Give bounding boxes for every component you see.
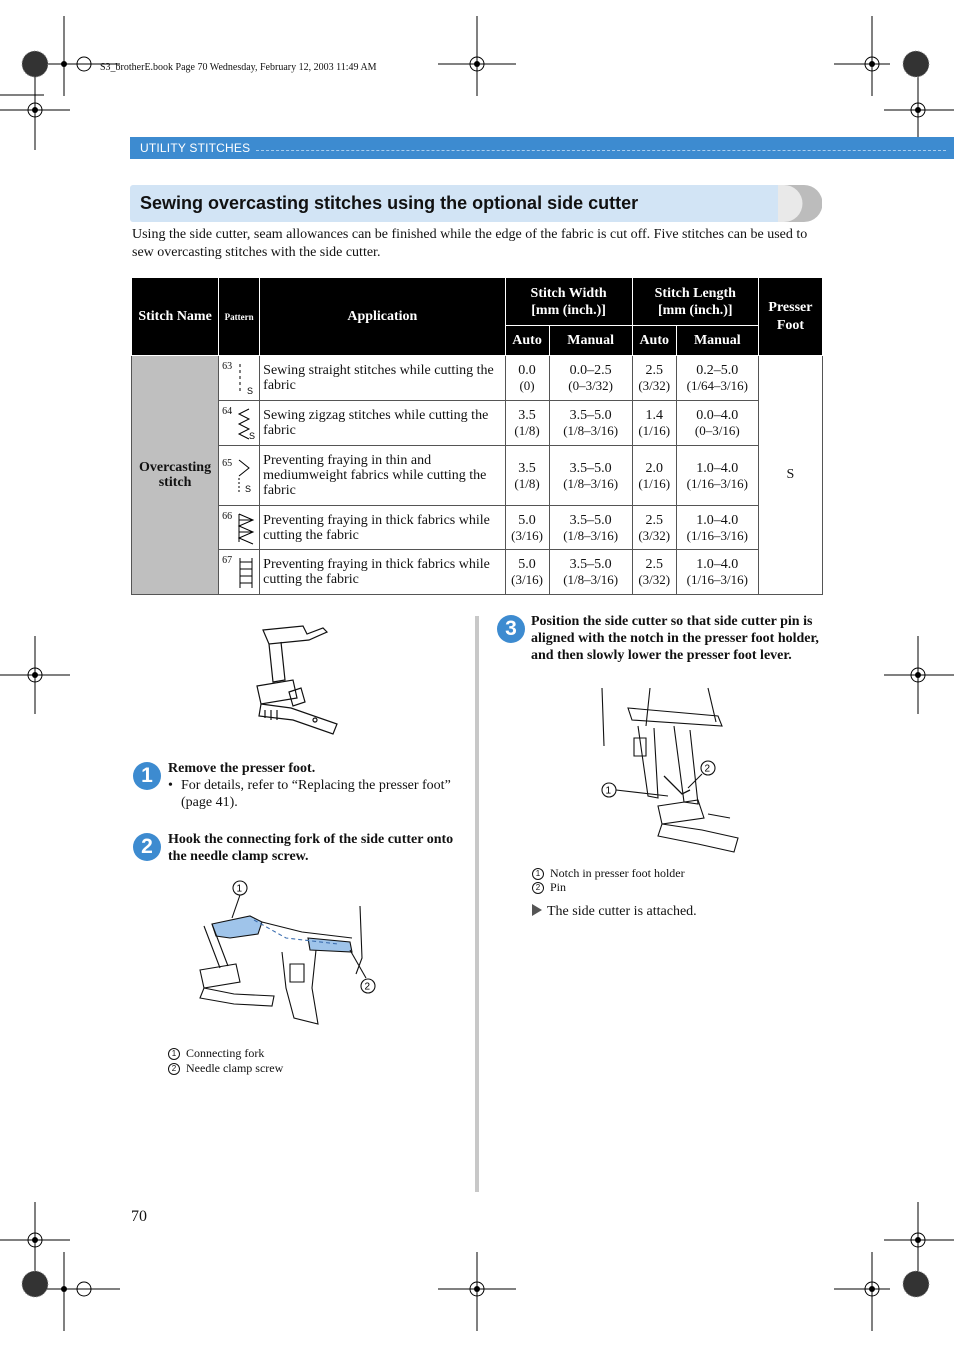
- step-1-text: Remove the presser foot.: [168, 761, 316, 776]
- value: 1.0–4.0: [696, 557, 739, 572]
- ladder-stitch-icon: [237, 556, 257, 590]
- page-number: 70: [131, 1208, 147, 1225]
- value: 1.4: [645, 408, 663, 423]
- value-inch: (3/32): [638, 572, 671, 587]
- value: 0.2–5.0: [696, 363, 739, 378]
- callout-label: Pin: [550, 880, 567, 894]
- step-3-badge: 3: [497, 615, 525, 643]
- application-cell: Sewing zigzag stitches while cutting the fabric: [260, 401, 505, 446]
- value-inch: (1/8): [514, 475, 540, 491]
- step-3-text: Position the side cutter so that side cutter pin is aligned with the notch in the presser foot holder, and then slowly lower the presser foot lever.: [531, 614, 819, 663]
- pattern-cell: [219, 401, 260, 446]
- header-presser-foot: Presser Foot: [758, 278, 822, 356]
- value-inch: (1/64–3/16): [686, 378, 748, 393]
- application-cell: Preventing fraying in thick fabrics while cutting the fabric: [260, 550, 505, 595]
- pattern-cell: [219, 446, 260, 506]
- pattern-cell: [219, 506, 260, 550]
- pattern-number: 66: [222, 511, 233, 522]
- value: 3.5: [518, 460, 536, 476]
- value-inch: (1/16–3/16): [686, 527, 748, 543]
- column-divider: [475, 616, 479, 1192]
- value: 2.0: [645, 460, 663, 476]
- header-stitch-width: Stitch Width [mm (inch.)]: [505, 278, 632, 326]
- svg-text:S: S: [245, 484, 252, 494]
- step-1-badge: 1: [133, 762, 161, 790]
- value-inch: (3/16): [511, 527, 543, 543]
- value: 0.0–2.5: [569, 363, 612, 378]
- straight-stitch-icon: [237, 362, 257, 396]
- file-info: S3_brotherE.book Page 70 Wednesday, February 12, 2003 11:49 AM: [100, 62, 377, 73]
- value: 1.0–4.0: [696, 512, 739, 528]
- step-2-callout-1: [168, 1046, 264, 1061]
- header-length-manual: Manual: [676, 326, 758, 356]
- value-inch: (0–3/32): [568, 378, 614, 393]
- table-row: [132, 401, 823, 446]
- header-stitch-length: Stitch Length [mm (inch.)]: [632, 278, 758, 326]
- table-row: [132, 446, 823, 506]
- stitch-name-cell: Overcasting stitch: [132, 356, 219, 595]
- value: 3.5–5.0: [569, 557, 612, 572]
- header-pattern: Pattern: [219, 278, 260, 356]
- value-inch: (3/32): [638, 527, 671, 543]
- callout-label: Notch in presser foot holder: [550, 866, 685, 880]
- header-width-manual: Manual: [549, 326, 632, 356]
- application-cell: Sewing straight stitches while cutting the fabric: [260, 356, 505, 401]
- table-row: [132, 550, 823, 595]
- connecting-fork-illustration: [190, 878, 390, 1033]
- step-2-text: Hook the connecting fork of the side cutter onto the needle clamp screw.: [168, 832, 454, 864]
- value: 3.5: [518, 408, 536, 423]
- value-inch: (3/32): [638, 378, 671, 393]
- callout-number: 1: [168, 1048, 180, 1060]
- step-1-bullet-text: For details, refer to “Replacing the presser foot” (page 41).: [181, 778, 451, 810]
- svg-text:2: 2: [364, 981, 371, 993]
- value: 2.5: [645, 363, 663, 378]
- value: 3.5–5.0: [569, 408, 612, 423]
- step-2-callout-2: [168, 1061, 283, 1076]
- value: 3.5–5.0: [569, 512, 612, 528]
- result-text: The side cutter is attached.: [547, 904, 697, 919]
- value-inch: (1/8–3/16): [563, 423, 619, 438]
- svg-text:1: 1: [605, 785, 612, 797]
- value: 0.0–4.0: [696, 408, 739, 423]
- value-inch: (3/16): [511, 572, 543, 587]
- section-label: UTILITY STITCHES: [140, 141, 251, 155]
- header-application: Application: [260, 278, 505, 356]
- pattern-cell: [219, 550, 260, 595]
- value-inch: (0–3/16): [694, 423, 740, 438]
- value-inch: (1/8): [514, 423, 540, 438]
- step-3-result: [532, 903, 697, 920]
- callout-label: Connecting fork: [186, 1046, 265, 1060]
- value: 0.0: [518, 363, 536, 378]
- value-inch: (1/16): [638, 423, 671, 438]
- result-arrow-icon: [532, 904, 542, 916]
- table-row: [132, 356, 823, 401]
- value-inch: (0): [519, 378, 535, 393]
- zigzag-stitch-icon: [237, 407, 257, 441]
- header-stitch-name: Stitch Name: [132, 278, 219, 356]
- pattern-number: 63: [222, 361, 233, 372]
- value-inch: (1/8–3/16): [563, 527, 619, 543]
- callout-number: 1: [532, 868, 544, 880]
- pattern-number: 65: [222, 458, 233, 469]
- value: 5.0: [518, 557, 536, 572]
- thick-overcast-stitch-icon: [237, 512, 257, 546]
- stitch-table: [131, 277, 823, 595]
- step-2-badge: 2: [133, 833, 161, 861]
- table-row: [132, 506, 823, 550]
- callout-number: 2: [532, 882, 544, 894]
- presser-foot-cell: S: [758, 356, 822, 595]
- pattern-number: 67: [222, 555, 233, 566]
- svg-text:2: 2: [704, 763, 711, 775]
- header-width-auto: Auto: [505, 326, 549, 356]
- value: 5.0: [518, 512, 536, 528]
- intro-paragraph: Using the side cutter, seam allowances can be finished while the edge of the fabric is cut off. Five stitches can be used to sew overcasting stitches with the side cutter.: [132, 227, 808, 260]
- page-title: Sewing overcasting stitches using the optional side cutter: [140, 193, 639, 213]
- step-3-callout-1: [532, 866, 685, 881]
- callout-number: 2: [168, 1063, 180, 1075]
- section-bar: [130, 137, 954, 159]
- callout-label: Needle clamp screw: [186, 1061, 284, 1075]
- overcast-stitch-icon: [237, 458, 257, 496]
- step-3-callout-2: [532, 880, 566, 895]
- header-length-auto: Auto: [632, 326, 676, 356]
- application-cell: Preventing fraying in thick fabrics while cutting the fabric: [260, 506, 505, 550]
- pattern-number: 64: [222, 406, 233, 417]
- value: 3.5–5.0: [569, 460, 612, 476]
- value-inch: (1/8–3/16): [563, 572, 619, 587]
- value: 2.5: [645, 557, 663, 572]
- title-band-cap: [760, 185, 822, 222]
- pattern-cell: [219, 356, 260, 401]
- value: 1.0–4.0: [696, 460, 739, 476]
- value: 2.5: [645, 512, 663, 528]
- step-1-bullet: • For details, refer to “Replacing the presser foot” (page 41).: [168, 777, 458, 811]
- svg-text:1: 1: [236, 883, 243, 895]
- value-inch: (1/16): [638, 475, 671, 491]
- section-rule: [256, 150, 946, 151]
- value-inch: (1/16–3/16): [686, 572, 748, 587]
- side-cutter-illustration: [598, 686, 743, 858]
- presser-foot-illustration: [245, 622, 345, 740]
- application-cell: Preventing fraying in thin and mediumweight fabrics while cutting the fabric: [260, 446, 505, 506]
- svg-text:S: S: [249, 431, 256, 441]
- svg-text:S: S: [247, 386, 254, 396]
- value-inch: (1/16–3/16): [686, 475, 748, 491]
- value-inch: (1/8–3/16): [563, 475, 619, 491]
